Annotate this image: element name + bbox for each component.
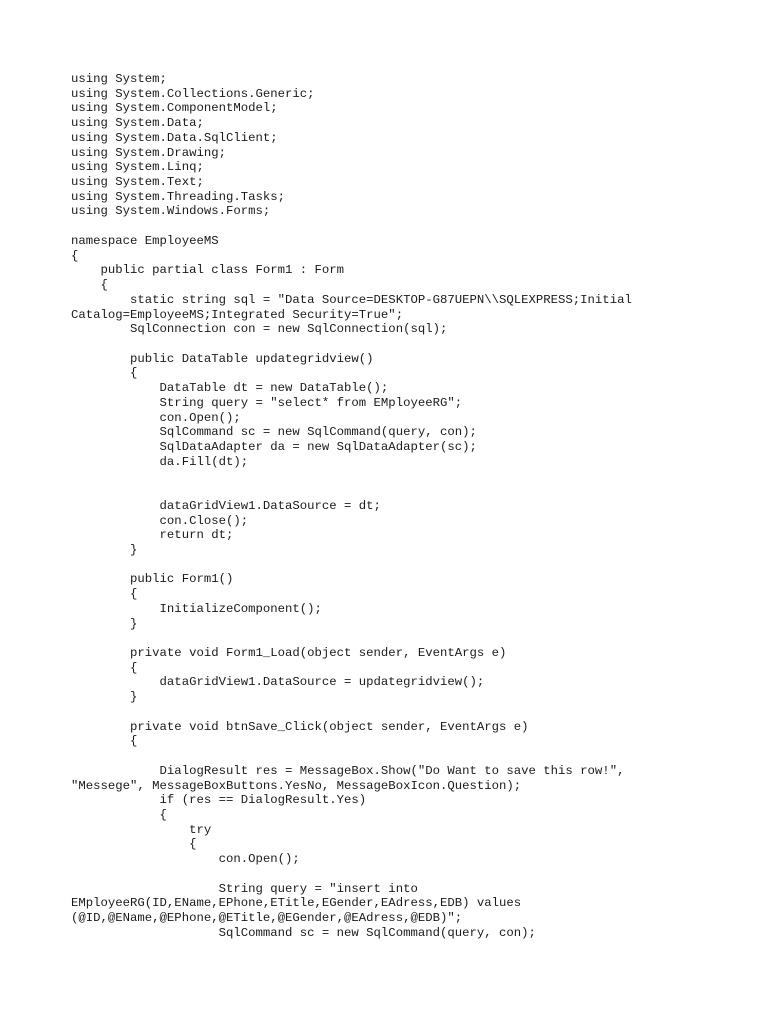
code-line: using System.ComponentModel; xyxy=(71,101,278,116)
code-line: { xyxy=(71,248,79,263)
code-line: using System.Linq; xyxy=(71,160,204,175)
code-line: { xyxy=(71,837,197,852)
code-line: { xyxy=(71,807,167,822)
blank-line xyxy=(71,749,721,764)
code-line: public Form1() xyxy=(71,572,234,587)
code-line: SqlDataAdapter da = new SqlDataAdapter(sc); xyxy=(71,439,477,454)
code-listing xyxy=(71,72,721,940)
code-line: SqlCommand sc = new SqlCommand(query, con); xyxy=(71,925,536,940)
code-line: { xyxy=(71,734,138,749)
code-line: using System.Windows.Forms; xyxy=(71,204,271,219)
blank-line xyxy=(71,469,721,484)
code-line: using System.Drawing; xyxy=(71,145,226,160)
blank-line xyxy=(71,631,721,646)
code-line: { xyxy=(71,660,138,675)
code-line: try xyxy=(71,822,212,837)
code-line: InitializeComponent(); xyxy=(71,601,322,616)
blank-line xyxy=(71,558,721,573)
code-line: } xyxy=(71,543,138,557)
blank-line xyxy=(71,219,721,234)
code-line: String query = "insert into xyxy=(71,881,418,896)
code-line: DialogResult res = MessageBox.Show("Do Want to save this row!", xyxy=(71,763,625,778)
code-line: SqlCommand sc = new SqlCommand(query, con); xyxy=(71,425,477,440)
code-line: Catalog=EmployeeMS;Integrated Security=True"; xyxy=(71,307,404,322)
code-line: } xyxy=(71,616,138,631)
code-line: using System.Text; xyxy=(71,175,204,190)
blank-line xyxy=(71,484,721,499)
code-line: String query = "select* from EMployeeRG"; xyxy=(71,395,463,410)
code-line: con.Close(); xyxy=(71,513,249,528)
code-line: public DataTable updategridview() xyxy=(71,351,374,366)
code-line: EMployeeRG(ID,EName,EPhone,ETitle,EGender,EAdress,EDB) values xyxy=(71,896,522,911)
code-line: dataGridView1.DataSource = dt; xyxy=(71,498,381,513)
code-line: return dt; xyxy=(71,528,234,543)
code-line: using System; xyxy=(71,72,167,86)
code-line: if (res == DialogResult.Yes) xyxy=(71,793,367,808)
code-line: SqlConnection con = new SqlConnection(sql); xyxy=(71,322,448,337)
code-line: using System.Collections.Generic; xyxy=(71,86,315,101)
code-line: private void Form1_Load(object sender, EventArgs e) xyxy=(71,646,507,661)
code-line: (@ID,@EName,@EPhone,@ETitle,@EGender,@EAdress,@EDB)"; xyxy=(71,910,463,925)
code-line: using System.Data.SqlClient; xyxy=(71,130,278,145)
code-line: static string sql = "Data Source=DESKTOP-G87UEPN\\SQLEXPRESS;Initial xyxy=(71,292,632,307)
code-line: using System.Data; xyxy=(71,116,204,131)
code-line: "Messege", MessageBoxButtons.YesNo, MessageBoxIcon.Question); xyxy=(71,778,522,793)
code-line: namespace EmployeeMS xyxy=(71,233,219,248)
blank-line xyxy=(71,337,721,352)
code-line: { xyxy=(71,587,138,602)
code-line: using System.Threading.Tasks; xyxy=(71,189,286,204)
blank-line xyxy=(71,705,721,720)
code-line: { xyxy=(71,366,138,381)
code-line: private void btnSave_Click(object sender, EventArgs e) xyxy=(71,719,529,734)
code-line: } xyxy=(71,690,138,705)
code-line: public partial class Form1 : Form xyxy=(71,263,345,278)
code-line: con.Open(); xyxy=(71,852,300,867)
blank-line xyxy=(71,867,721,882)
code-line: dataGridView1.DataSource = updategridview(); xyxy=(71,675,485,690)
code-line: con.Open(); xyxy=(71,410,241,425)
code-line: DataTable dt = new DataTable(); xyxy=(71,381,389,396)
code-line: { xyxy=(71,278,108,293)
code-line: da.Fill(dt); xyxy=(71,454,249,469)
